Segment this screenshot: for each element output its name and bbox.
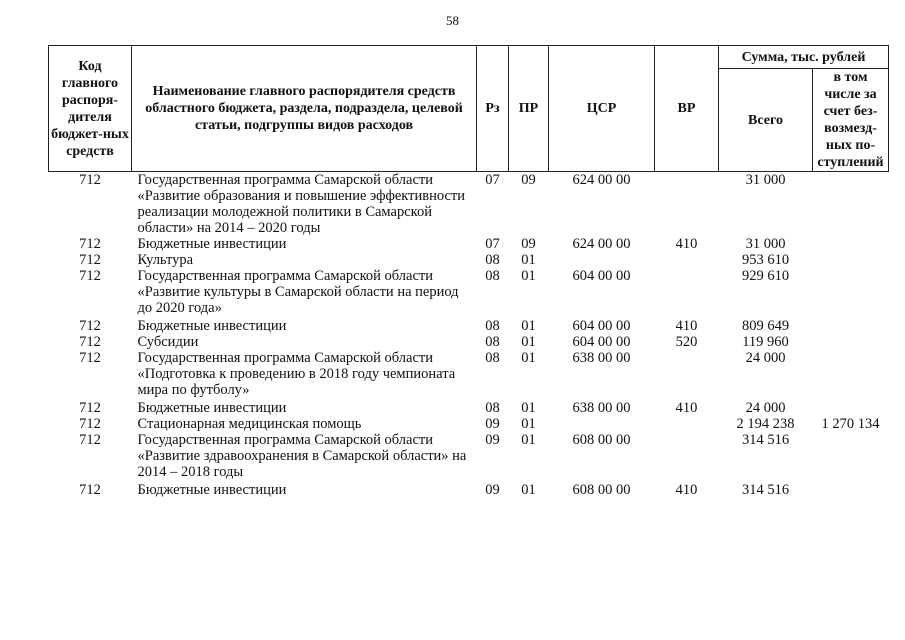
cell-pr: 01 <box>521 432 536 448</box>
cell-pr: 01 <box>521 416 536 432</box>
cell-vr <box>655 432 719 482</box>
cell-free <box>813 334 889 350</box>
cell-vr <box>655 252 719 268</box>
cell-free <box>813 252 889 268</box>
cell-rz: 08 <box>485 252 500 268</box>
cell-free <box>813 350 889 400</box>
cell-name: Бюджетные инвестиции <box>137 482 287 498</box>
cell-csr: 604 00 00 <box>572 334 631 350</box>
cell-pr: 09 <box>521 172 536 188</box>
cell-vr: 410 <box>675 236 698 252</box>
header-vr: ВР <box>655 46 719 172</box>
cell-rz: 08 <box>485 318 500 334</box>
cell-pr: 09 <box>521 236 536 252</box>
cell-code: 712 <box>79 318 101 334</box>
cell-name: Стационарная медицинская помощь <box>137 416 362 432</box>
cell-vr <box>655 172 719 237</box>
cell-name: Государственная программа Самарской области «Развитие культуры в Самарской области на период до 2020 года» <box>137 268 459 316</box>
cell-total: 31 000 <box>745 172 786 188</box>
cell-code: 712 <box>79 482 101 498</box>
cell-pr: 01 <box>521 318 536 334</box>
cell-rz: 08 <box>485 334 500 350</box>
cell-csr <box>549 252 655 268</box>
cell-name: Бюджетные инвестиции <box>137 318 287 334</box>
header-sum-group: Сумма, тыс. рублей <box>719 46 889 69</box>
cell-csr: 624 00 00 <box>572 236 631 252</box>
cell-total: 809 649 <box>741 318 790 334</box>
cell-csr: 638 00 00 <box>572 350 631 366</box>
cell-csr: 624 00 00 <box>572 172 631 188</box>
table-row <box>49 236 889 252</box>
cell-name: Бюджетные инвестиции <box>137 400 287 416</box>
cell-free <box>813 400 889 416</box>
table-row <box>49 318 889 334</box>
cell-code: 712 <box>79 334 101 350</box>
table-row <box>49 432 889 482</box>
cell-code: 712 <box>79 172 101 188</box>
cell-code: 712 <box>79 268 101 284</box>
header-total: Всего <box>719 69 813 172</box>
cell-csr: 608 00 00 <box>572 482 631 498</box>
cell-pr: 01 <box>521 482 536 498</box>
cell-name: Государственная программа Самарской области «Развитие здравоохранения в Самарской области» на 2014 – 2018 годы <box>137 432 467 480</box>
cell-total: 314 516 <box>741 482 790 498</box>
header-code: Код главного распоря-дителя бюджет-ных средств <box>49 46 132 172</box>
table-row <box>49 416 889 432</box>
cell-csr <box>549 416 655 432</box>
cell-rz: 08 <box>485 350 500 366</box>
header-rz: Рз <box>477 46 509 172</box>
cell-name: Культура <box>137 252 194 268</box>
cell-pr: 01 <box>521 252 536 268</box>
cell-csr: 604 00 00 <box>572 268 631 284</box>
cell-name: Государственная программа Самарской области «Развитие образования и повышение эффективности реализации молодежной политики в Самарской области» на 2014 – 2020 годы <box>137 172 465 236</box>
cell-total: 929 610 <box>741 268 790 284</box>
cell-name: Государственная программа Самарской области «Подготовка к проведению в 2018 году чемпионата мира по футболу» <box>137 350 456 398</box>
cell-vr: 410 <box>675 318 698 334</box>
cell-total: 119 960 <box>742 334 789 350</box>
header-free: в том числе за счет без-возмезд-ных по-ступлений <box>813 69 889 172</box>
cell-rz: 09 <box>485 432 500 448</box>
table-header <box>49 46 889 172</box>
cell-total: 953 610 <box>741 252 790 268</box>
cell-pr: 01 <box>521 400 536 416</box>
table-row <box>49 400 889 416</box>
cell-free <box>813 172 889 237</box>
cell-total: 31 000 <box>745 236 786 252</box>
cell-rz: 08 <box>485 400 500 416</box>
cell-rz: 07 <box>485 236 500 252</box>
cell-free <box>813 268 889 318</box>
table-row <box>49 482 889 498</box>
cell-vr: 410 <box>675 482 698 498</box>
cell-rz: 07 <box>485 172 500 188</box>
header-csr: ЦСР <box>549 46 655 172</box>
table-row <box>49 334 889 350</box>
cell-code: 712 <box>79 432 101 448</box>
cell-total: 2 194 238 <box>736 416 795 432</box>
cell-total: 24 000 <box>745 400 786 416</box>
page-number: 58 <box>446 13 459 28</box>
cell-vr: 520 <box>675 334 698 350</box>
header-name: Наименование главного распорядителя средств областного бюджета, раздела, подраздела, целевой статьи, подгруппы видов расходов <box>132 46 477 172</box>
cell-pr: 01 <box>521 350 536 366</box>
cell-total: 24 000 <box>745 350 786 366</box>
header-pr: ПР <box>509 46 549 172</box>
cell-free <box>813 318 889 334</box>
cell-pr: 01 <box>521 334 536 350</box>
cell-vr <box>655 268 719 318</box>
table-row <box>49 252 889 268</box>
cell-pr: 01 <box>521 268 536 284</box>
cell-code: 712 <box>79 252 101 268</box>
cell-code: 712 <box>79 350 101 366</box>
cell-csr: 604 00 00 <box>572 318 631 334</box>
cell-free: 1 270 134 <box>821 416 880 432</box>
cell-rz: 09 <box>485 482 500 498</box>
cell-code: 712 <box>79 400 101 416</box>
cell-rz: 09 <box>485 416 500 432</box>
cell-name: Бюджетные инвестиции <box>137 236 287 252</box>
table-row <box>49 350 889 400</box>
cell-free <box>813 482 889 498</box>
cell-code: 712 <box>79 236 101 252</box>
cell-csr: 608 00 00 <box>572 432 631 448</box>
cell-free <box>813 432 889 482</box>
cell-csr: 638 00 00 <box>572 400 631 416</box>
table-body <box>49 172 889 499</box>
table-row <box>49 268 889 318</box>
cell-rz: 08 <box>485 268 500 284</box>
cell-vr <box>655 416 719 432</box>
cell-vr <box>655 350 719 400</box>
cell-total: 314 516 <box>741 432 790 448</box>
cell-name: Субсидии <box>137 334 199 350</box>
cell-free <box>813 236 889 252</box>
cell-vr: 410 <box>675 400 698 416</box>
cell-code: 712 <box>79 416 101 432</box>
budget-table <box>48 45 889 498</box>
table-row <box>49 172 889 237</box>
